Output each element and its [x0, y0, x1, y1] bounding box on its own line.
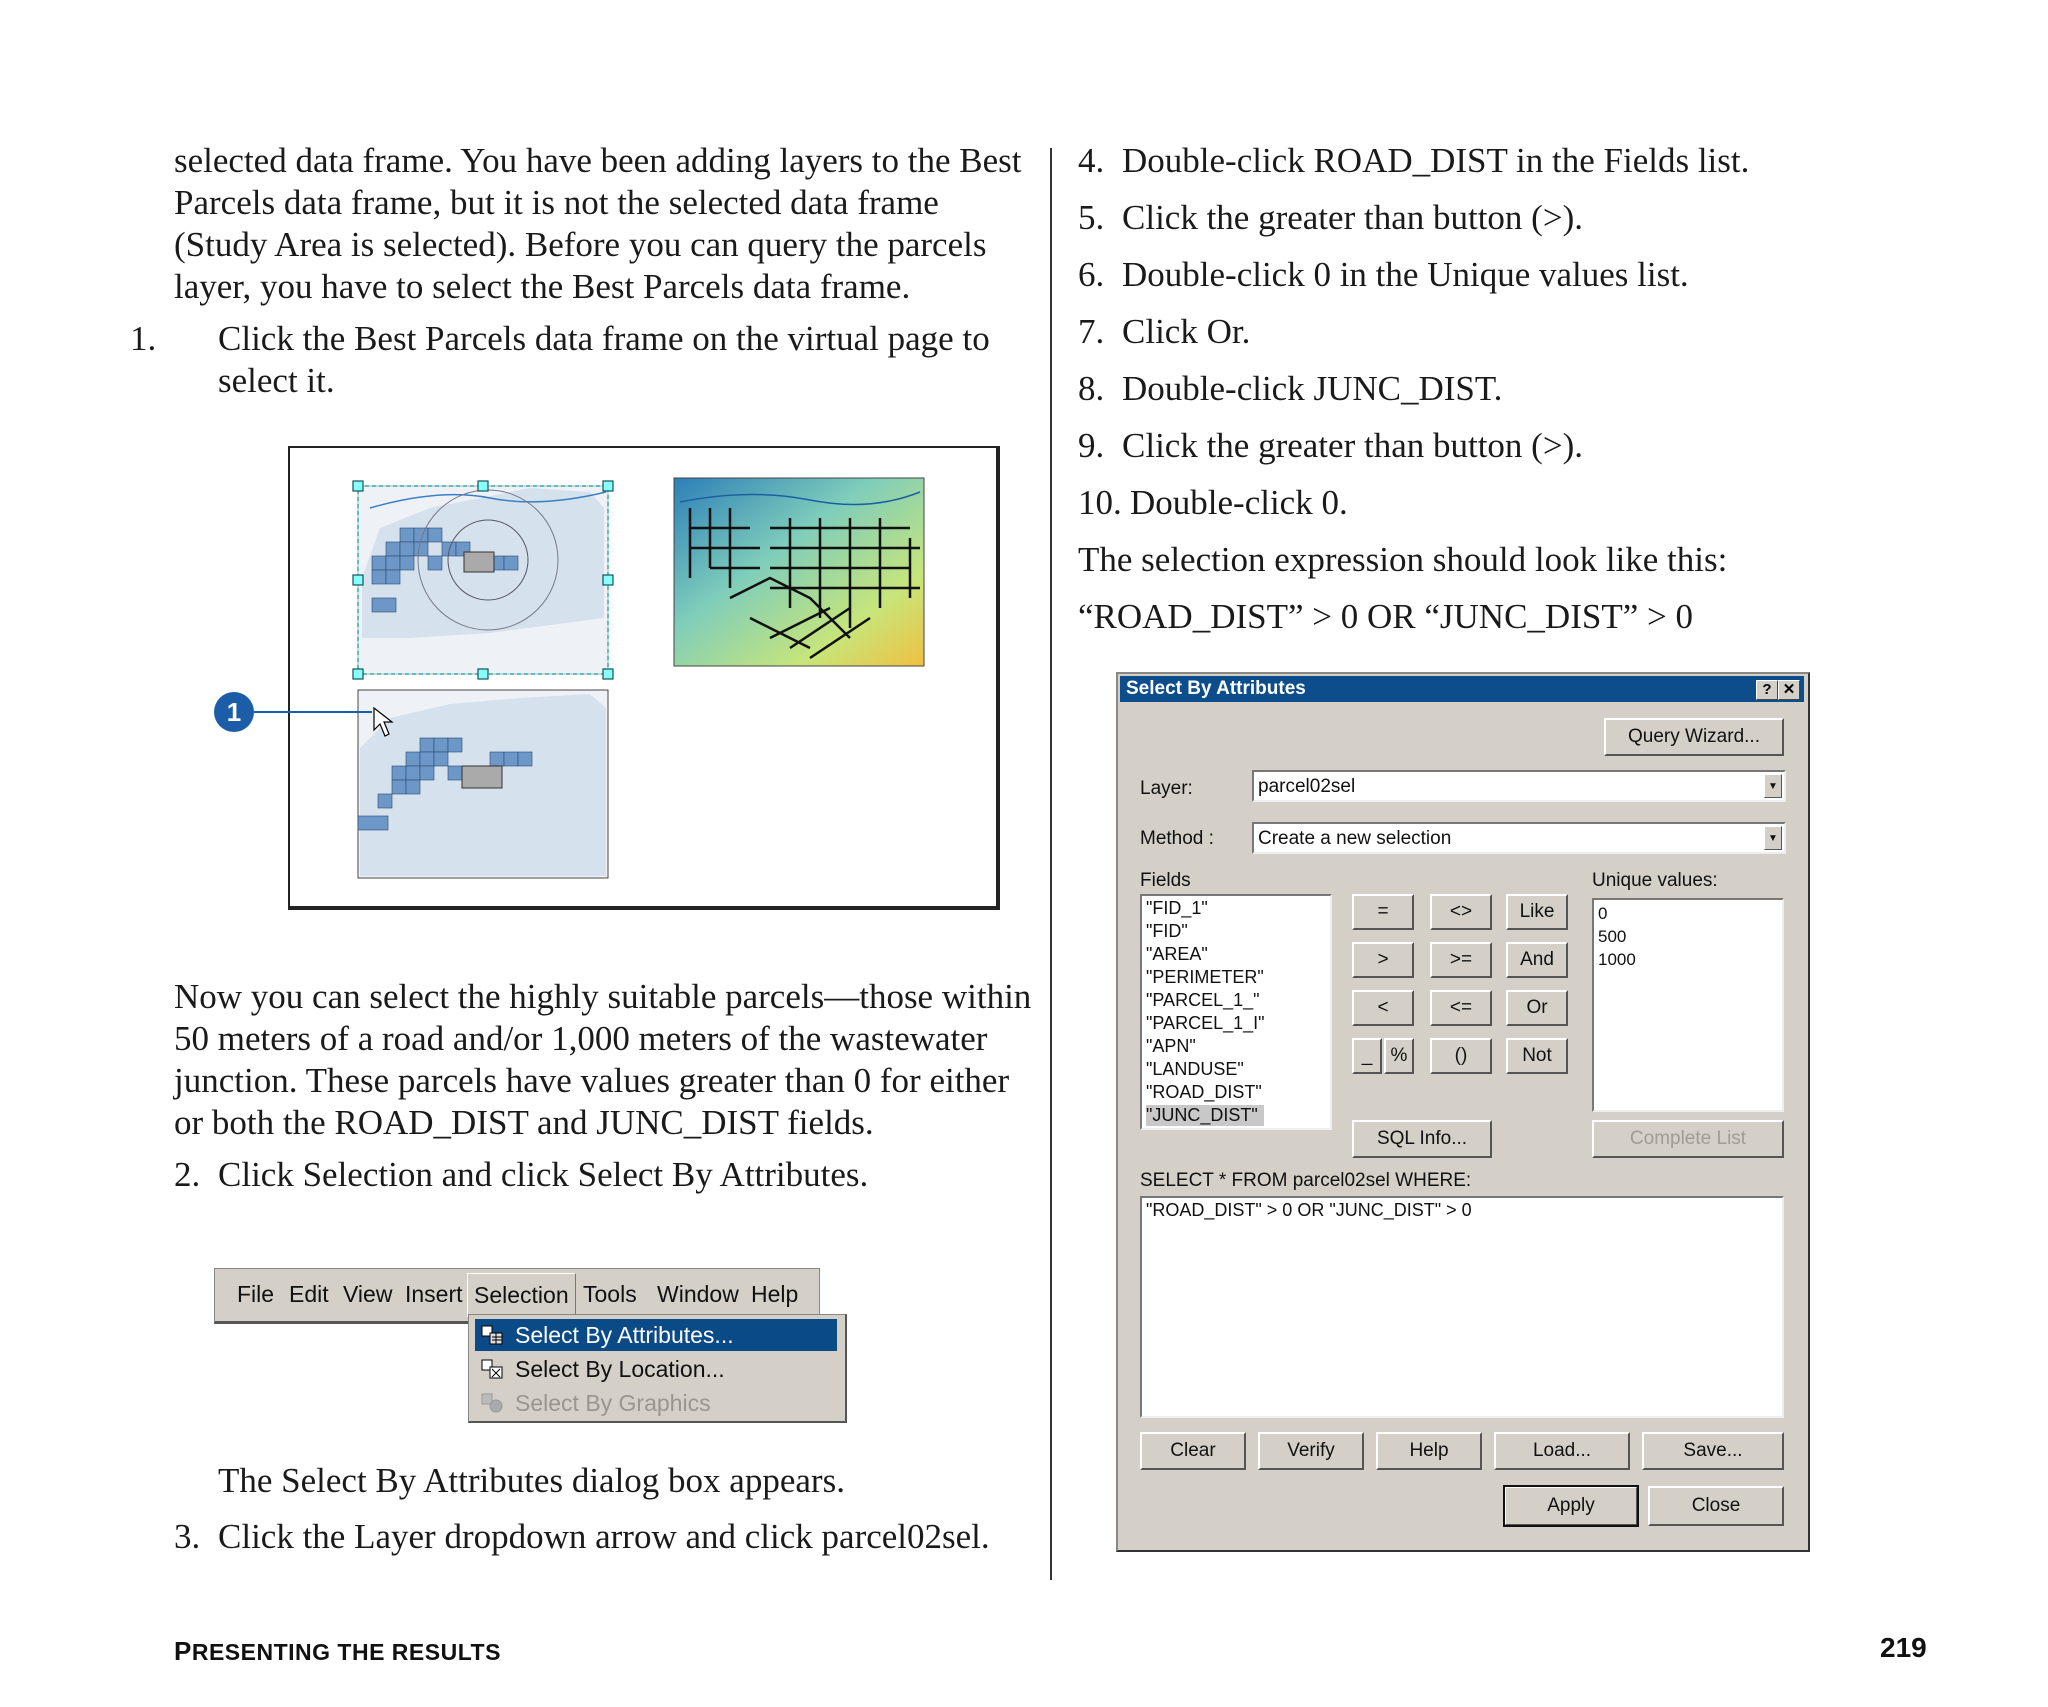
dialog-appears-note: The Select By Attributes dialog box appears.	[218, 1461, 845, 1500]
where-clause-text: "ROAD_DIST" > 0 OR "JUNC_DIST" > 0	[1146, 1200, 1472, 1220]
step-1	[130, 318, 1034, 402]
step-text: Click Or.	[1122, 312, 1251, 351]
explanation-paragraph: Now you can select the highly suitable parcels—those within 50 meters of a road and/or 1,000 meters of the wastewater junction. These parcels have values greater than 0 for either or both the ROAD_DIST and JUNC_DIST fields.	[174, 977, 1032, 1142]
layer-value: parcel02sel	[1258, 776, 1356, 797]
menu-selection[interactable]: Selection	[467, 1273, 576, 1318]
menu-window[interactable]: Window	[657, 1281, 739, 1307]
layer-label: Layer:	[1140, 778, 1193, 799]
list-item[interactable]: 1000	[1598, 950, 1636, 969]
section-initial: P	[174, 1636, 192, 1666]
method-value: Create a new selection	[1258, 828, 1452, 849]
query-wizard-button[interactable]: Query Wizard...	[1604, 718, 1784, 756]
underscore-button[interactable]: _	[1352, 1038, 1382, 1074]
complete-list-button[interactable]: Complete List	[1592, 1120, 1784, 1158]
step-number: 9.	[1078, 426, 1105, 465]
menu-help[interactable]: Help	[751, 1281, 799, 1307]
help-icon[interactable]: ?	[1756, 680, 1778, 700]
less-equal-button[interactable]: <=	[1430, 990, 1492, 1026]
step-4	[1078, 140, 1838, 182]
save-button[interactable]: Save...	[1642, 1432, 1784, 1470]
list-item[interactable]: "PARCEL_1_I"	[1146, 1013, 1265, 1033]
step-6	[1078, 254, 1838, 296]
not-button[interactable]: Not	[1506, 1038, 1568, 1074]
not-equal-button[interactable]: <>	[1430, 894, 1492, 930]
select-by-graphics-icon	[481, 1393, 503, 1413]
select-by-graphics-item[interactable]: Select By Graphics	[475, 1387, 837, 1419]
unique-values-list[interactable]	[1592, 898, 1784, 1112]
intro-paragraph: selected data frame. You have been adding layers to the Best Parcels data frame, but it is not the selected data frame (Study Area is selected). Before you can query the parcels layer, you have to select the Best Parcels data frame.	[174, 141, 1022, 306]
step-number: 3.	[174, 1517, 201, 1556]
section-title: RESENTING THE RESULTS	[191, 1639, 501, 1665]
callout-marker: 1	[214, 692, 254, 732]
close-button[interactable]: Close	[1648, 1486, 1784, 1526]
list-item[interactable]: "PARCEL_1_"	[1146, 990, 1260, 1010]
section-footer	[174, 1636, 501, 1667]
step-8	[1078, 368, 1838, 410]
and-button[interactable]: And	[1506, 942, 1568, 978]
select-by-attributes-item[interactable]: Select By Attributes...	[475, 1319, 837, 1351]
step-text: Click the Layer dropdown arrow and click parcel02sel.	[218, 1517, 990, 1556]
method-dropdown[interactable]	[1252, 822, 1786, 854]
step-number: 8.	[1078, 369, 1105, 408]
unique-values-label: Unique values:	[1592, 870, 1718, 891]
greater-equal-button[interactable]: >=	[1430, 942, 1492, 978]
menu-tools[interactable]: Tools	[583, 1281, 637, 1307]
selection-dropdown-menu	[468, 1314, 847, 1423]
list-item[interactable]: "ROAD_DIST"	[1146, 1082, 1262, 1102]
right-column	[1078, 140, 1838, 638]
terrain-frame	[674, 478, 924, 666]
like-button[interactable]: Like	[1506, 894, 1568, 930]
step-number: 5.	[1078, 198, 1105, 237]
list-item[interactable]: "PERIMETER"	[1146, 967, 1264, 987]
study-area-frame	[353, 481, 613, 679]
step-number: 4.	[1078, 141, 1105, 180]
list-item[interactable]: 0	[1598, 904, 1608, 923]
data-frames-illustration	[290, 448, 996, 906]
step-7	[1078, 311, 1838, 353]
step-text: Click the greater than button (>).	[1122, 426, 1583, 465]
less-than-button[interactable]: <	[1352, 990, 1414, 1026]
list-item[interactable]: 500	[1598, 927, 1627, 946]
step-number: 2.	[174, 1155, 201, 1194]
percent-button[interactable]: %	[1384, 1038, 1414, 1074]
dialog-titlebar	[1120, 676, 1804, 702]
step-number: 10.	[1078, 483, 1122, 522]
apply-button[interactable]: Apply	[1504, 1486, 1638, 1526]
menu-file[interactable]: File	[237, 1281, 275, 1307]
left-column	[130, 140, 1034, 402]
fields-label: Fields	[1140, 870, 1191, 891]
greater-than-button[interactable]: >	[1352, 942, 1414, 978]
select-by-location-icon	[481, 1359, 503, 1379]
select-from-label: SELECT * FROM parcel02sel WHERE:	[1140, 1170, 1472, 1191]
verify-button[interactable]: Verify	[1258, 1432, 1364, 1470]
step-2	[174, 1154, 1034, 1196]
step-10	[1078, 482, 1838, 524]
page-number: 219	[1880, 1632, 1927, 1663]
menu-insert[interactable]: Insert	[405, 1281, 463, 1307]
step-text: Double-click 0.	[1130, 483, 1348, 522]
expression-intro: The selection expression should look like this:	[1078, 540, 1728, 579]
chevron-down-icon[interactable]: ▼	[1764, 826, 1782, 850]
step-text: Double-click ROAD_DIST in the Fields list.	[1122, 141, 1750, 180]
dialog-title: Select By Attributes	[1126, 678, 1306, 699]
close-icon[interactable]: ✕	[1778, 680, 1800, 700]
list-item[interactable]: "LANDUSE"	[1146, 1059, 1244, 1079]
left-column-bottom	[174, 1460, 1034, 1558]
step-number: 6.	[1078, 255, 1105, 294]
step-5	[1078, 197, 1838, 239]
step-9	[1078, 425, 1838, 467]
step-text: Click Selection and click Select By Attributes.	[218, 1155, 869, 1194]
step-text: Click the greater than button (>).	[1122, 198, 1583, 237]
help-button[interactable]: Help	[1376, 1432, 1482, 1470]
method-label: Method :	[1140, 828, 1214, 849]
parentheses-button[interactable]: ()	[1430, 1038, 1492, 1074]
step-text: Click the Best Parcels data frame on the virtual page to select it.	[218, 319, 990, 400]
select-by-attributes-dialog	[1116, 672, 1810, 1552]
callout-leader-line	[254, 711, 372, 713]
column-divider	[1050, 148, 1052, 1580]
fields-list[interactable]	[1140, 894, 1332, 1130]
where-clause-textarea[interactable]	[1140, 1196, 1784, 1418]
layout-view-figure	[288, 446, 1000, 910]
step-number: 7.	[1078, 312, 1105, 351]
select-by-location-item[interactable]: Select By Location...	[475, 1353, 837, 1385]
list-item[interactable]: "APN"	[1146, 1036, 1196, 1056]
list-item-selected[interactable]: "JUNC_DIST"	[1146, 1105, 1264, 1126]
clear-button[interactable]: Clear	[1140, 1432, 1246, 1470]
equals-button[interactable]: =	[1352, 894, 1414, 930]
list-item[interactable]: "FID_1"	[1146, 898, 1208, 918]
step-text: Double-click JUNC_DIST.	[1122, 369, 1503, 408]
best-parcels-frame	[358, 690, 608, 878]
chevron-down-icon[interactable]: ▼	[1764, 774, 1782, 798]
sql-info-button[interactable]: SQL Info...	[1352, 1120, 1492, 1158]
menu-edit[interactable]: Edit	[289, 1281, 329, 1307]
select-by-attributes-icon	[481, 1325, 503, 1345]
load-button[interactable]: Load...	[1494, 1432, 1630, 1470]
layer-dropdown[interactable]	[1252, 770, 1786, 802]
list-item[interactable]: "AREA"	[1146, 944, 1208, 964]
step-text: Double-click 0 in the Unique values list.	[1122, 255, 1689, 294]
left-column-lower	[174, 976, 1034, 1196]
step-3	[174, 1516, 1034, 1558]
expected-expression: “ROAD_DIST” > 0 OR “JUNC_DIST” > 0	[1078, 597, 1693, 636]
step-number: 1.	[130, 319, 157, 358]
list-item[interactable]: "FID"	[1146, 921, 1188, 941]
or-button[interactable]: Or	[1506, 990, 1568, 1026]
menu-view[interactable]: View	[343, 1281, 393, 1307]
